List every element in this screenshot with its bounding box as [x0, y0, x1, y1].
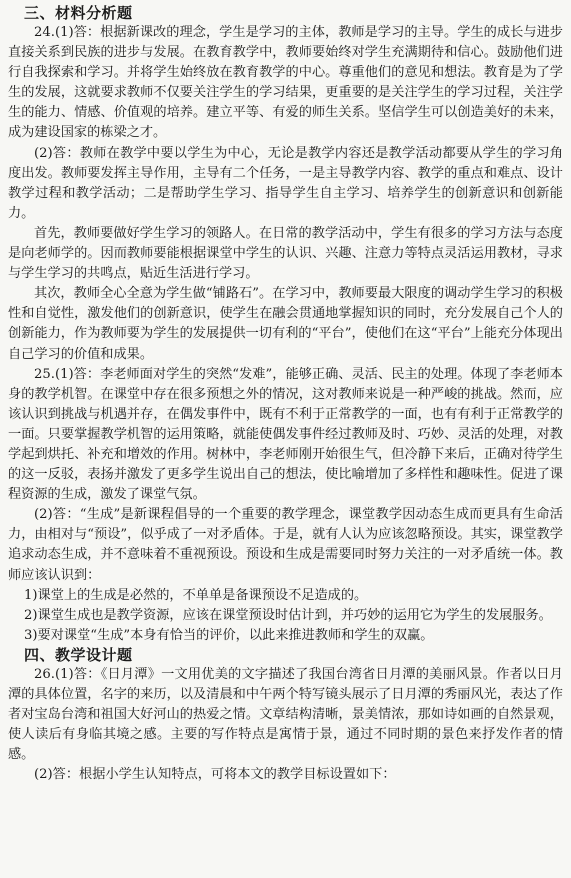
q24-answer-part1: 24.(1)答：根据新课改的理念，学生是学习的主体，教师是学习的主导。学生的成长与进步直接关系到民族的进步与发展。在教育教学中，教师要始终对学生充满期待和信心。鼓励他们进行自我探索和学习。并将学生始终放在教育教学的中心。尊重他们的意见和想法。教育是为了学生的发展，这就要求教师不仅要关注学生的学习结果，更重要的是关注学生的学习过程，关注学生的能力、情感、价值观的培养。建立平等、有爱的师生关系。坚信学生可以创造美好的未来，成为建设国家的栋梁之才。: [8, 25, 563, 141]
q25-list-item-1: 1)课堂上的生成是必然的，不单单是备课预设不足造成的。: [24, 587, 368, 603]
section-heading-material-analysis: 三、材料分析题: [24, 4, 133, 22]
q26-answer-part1: 26.(1)答：《日月潭》一文用优美的文字描述了我国台湾省日月潭的美丽风景。作者以日月潭的具体位置，名字的来历，以及清晨和中午两个特写镜头展示了日月潭的秀丽风光，表达了作者对宝岛台湾和祖国大好河山的热爱之情。文章结构清晰，景美情浓，那如诗如画的自然景观，使人读后有身临其境之感。主要的写作特点是寓情于景，通过不同时期的景色来抒发作者的情感。: [8, 666, 563, 763]
q24-answer-first-point: 首先，教师要做好学生学习的领路人。在日常的教学活动中，学生有很多的学习方法与态度是向老师学的。因而教师要能根据课堂中学生的认识、兴趣、注意力等特点灵活运用教材，寻求与学生学习的共鸣点，贴近生活进行学习。: [8, 225, 563, 282]
q26-answer-part2: (2)答：根据小学生认知特点，可将本文的教学目标设置如下：: [34, 767, 396, 783]
q25-answer-part2: (2)答：“生成”是新课程倡导的一个重要的教学理念，课堂教学因动态生成而更具有生命活力，由相对与“预设”，似乎成了一对矛盾体。于是，就有人认为应该忽略预设。其实，课堂教学追求动态生成，并不意味着不重视预设。预设和生成是需要同时努力关注的一对矛盾统一体。教师应该认识到：: [8, 507, 563, 583]
q24-answer-part2: (2)答：教师在教学中要以学生为中心，无论是教学内容还是教学活动都要从学生的学习角度出发。教师要发挥主导作用，主导有二个任务，一是主导教学内容、教学的重点和难点、设计教学过程和教学活动；二是帮助学生学习、指导学生自主学习、培养学生的创新意识和创新能力。: [8, 145, 563, 221]
q25-list-item-2: 2)课堂生成也是教学资源，应该在课堂预设时估计到，并巧妙的运用它为学生的发展服务。: [24, 607, 552, 623]
q24-answer-second-point: 其次，教师全心全意为学生做“铺路石”。在学习中，教师要最大限度的调动学生学习的积极性和自觉性，激发他们的创新意识，使学生在融会贯通地掌握知识的同时，充分发展自己个人的创新能力，作为教师要为学生的发展提供一切有利的“平台”，使他们在这“平台”上能充分体现出自己学习的价值和成果。: [8, 286, 563, 362]
q25-answer-part1: 25.(1)答：李老师面对学生的突然“发难”，能够正确、灵活、民主的处理。体现了李老师本身的教学机智。在课堂中存在很多预想之外的情况，这对教师来说是一种严峻的挑战。然而，应该认识到挑战与机遇并存，在偶发事件中，既有不利于正常教学的一面，也有有利于正常教学的一面。只要掌握教学机智的运用策略，就能使偶发事件经过教师及时、巧妙、灵活的处理，对教学起到烘托、补充和增效的作用。树林中，李老师刚开始很生气，但冷静下来后，正确对待学生的这一反驳，表扬并激发了更多学生说出自己的想法，使比喻增加了多样性和趣味性。促进了课程资源的生成，激发了课堂气氛。: [8, 366, 563, 503]
section-heading-teaching-design: 四、教学设计题: [24, 645, 133, 664]
q25-list-item-3: 3)要对课堂“生成”本身有恰当的评价，以此来推进教师和学生的双赢。: [24, 627, 434, 643]
